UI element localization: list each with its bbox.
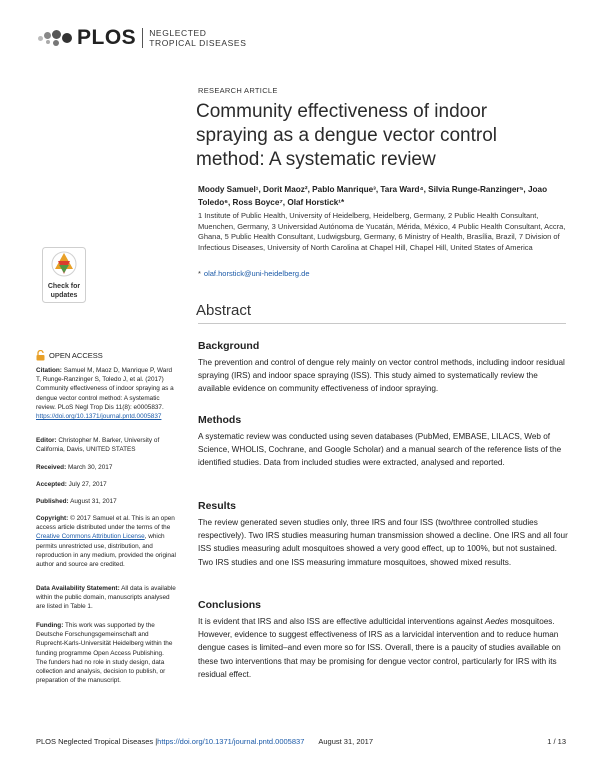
section-results	[198, 500, 568, 569]
email-link[interactable]: olaf.horstick@uni-heidelberg.de	[203, 269, 310, 278]
open-lock-icon	[36, 350, 45, 361]
affiliations: 1 Institute of Public Health, University of Heidelberg, Heidelberg, Germany, 2 Public Health Consultant, Muenchen, Germany, 3 Universidad Autónoma de Yucatán, Mérida, México, 4 Public Health Consultant, Accra, Ghana, 5 Public Health Consultant, Ludwigsburg, Germany, 6 Ministry of Health, Brasília, Brazil, 7 Division of Infectious Diseases, University of North Carolina at Chapel Hill, Chapel Hill, United States of America	[198, 211, 566, 252]
methods-heading: Methods	[198, 414, 242, 426]
accepted-date: Accepted: July 27, 2017	[36, 481, 107, 488]
author-list: Moody Samuel¹, Dorit Maoz², Pablo Manrique³, Tara Ward⁴, Silvia Runge-Ranzinger⁵, Joao Toledo⁶, Ross Boyce⁷, Olaf Horstick¹*	[198, 185, 548, 207]
svg-text:Check for: Check for	[47, 283, 81, 290]
results-heading: Results	[198, 500, 236, 512]
footer-journal: PLOS Neglected Tropical Diseases |	[36, 737, 158, 746]
check-for-updates-badge[interactable]	[42, 247, 86, 303]
section-conclusions	[198, 599, 568, 681]
methods-text: A systematic review was conducted using seven databases (PubMed, EMBASE, LILACS, Web of Science, WHOLIS, Cochrane, and Google Scholar) and a manual search of the reference lists of the identified studies. Data from included studies were extracted, analysed and reported.	[198, 432, 562, 468]
corresponding-star: *	[198, 269, 201, 278]
article-title: Community effectiveness of indoor spraying as a dengue vector control method: A systematic review	[196, 101, 498, 170]
citation-block: Citation: Samuel M, Maoz D, Manrique P, Ward T, Runge-Ranzinger S, Toledo J, et al. (2017) Community effectiveness of indoor spraying as a dengue vector control method: A systematic review. PLoS Negl Trop Dis 11(8): e0005837. https://doi.org/10.1371/journal.pntd.0005837	[36, 367, 174, 421]
footer-date: August 31, 2017	[318, 737, 374, 746]
logo-sub-line1: NEGLECTED	[149, 28, 207, 38]
funding-block: Funding: This work was supported by the Deutsche Forschungsgemeinschaft and Ruprecht-Karls-Universität Heidelberg within the funding programme Open Access Publishing. The funders had no role in study design, data collection and analysis, decision to publish, or preparation of the manuscript.	[36, 622, 173, 685]
citation-doi-link[interactable]: https://doi.org/10.1371/journal.pntd.0005837	[36, 413, 162, 421]
check-updates-icon	[42, 247, 86, 303]
journal-logo[interactable]	[38, 26, 246, 50]
footer-doi-link[interactable]: https://doi.org/10.1371/journal.pntd.0005837	[157, 737, 305, 746]
section-background	[198, 340, 568, 396]
results-text: The review generated seven studies only, three IRS and four ISS (two/three controlled studies respectively). Two IRS studies measuring human transmission showed a decline. One IRS and all four ISS studies measuring adult mosquitoes showed a very good effect, up to 100%, but not sustained. Two IRS studies and one ISS measuring immature mosquitoes, showed mixed results.	[198, 518, 568, 567]
svg-text:updates: updates	[50, 292, 78, 299]
open-access-label	[36, 350, 103, 361]
section-methods	[198, 414, 568, 470]
logo-subtitle	[142, 28, 246, 48]
page-number: 1 / 13	[547, 737, 566, 746]
license-link[interactable]: Creative Commons Attribution License	[36, 533, 145, 541]
published-date: Published: August 31, 2017	[36, 498, 117, 505]
received-date: Received: March 30, 2017	[36, 464, 113, 471]
background-heading: Background	[198, 340, 260, 352]
open-access-text: OPEN ACCESS	[49, 351, 103, 360]
plos-logo-icon	[38, 28, 74, 48]
conclusions-text: It is evident that IRS and also ISS are effective adulticidal interventions against Aedes mosquitoes. However, evidence to suggest effectiveness of IRS as a larvicidal intervention and to reduce human dengue cases is limited–and even more so for ISS. Overall, there is a paucity of studies available on these two interventions that may be promising for dengue vector control, particularly for IRS with its residual effect.	[198, 617, 561, 679]
abstract-heading: Abstract	[196, 302, 252, 319]
data-availability-block: Data Availability Statement: All data is available within the public domain, manuscripts analysed are listed in Table 1.	[36, 585, 176, 611]
page-footer	[36, 737, 566, 746]
conclusions-heading: Conclusions	[198, 599, 262, 611]
article-type: RESEARCH ARTICLE	[198, 86, 278, 95]
corresponding-email[interactable]	[198, 269, 310, 278]
copyright-block: Copyright: © 2017 Samuel et al. This is an open access article distributed under the terms of the Creative Commons Attribution License, which permits unrestricted use, distribution, and reproduction in any medium, provided the original author and source are credited.	[36, 515, 176, 569]
logo-sub-line2: TROPICAL DISEASES	[149, 38, 247, 48]
abstract-divider	[198, 323, 566, 324]
logo-text: PLOS	[77, 26, 137, 49]
background-text: The prevention and control of dengue rely mainly on vector control methods, including indoor residual spraying (IRS) and indoor space spraying (ISS). This study aimed to systematically review the available evidence on community effectiveness of indoor spraying.	[198, 358, 565, 394]
editor-block: Editor: Christopher M. Barker, University of California, Davis, UNITED STATES	[36, 437, 160, 454]
